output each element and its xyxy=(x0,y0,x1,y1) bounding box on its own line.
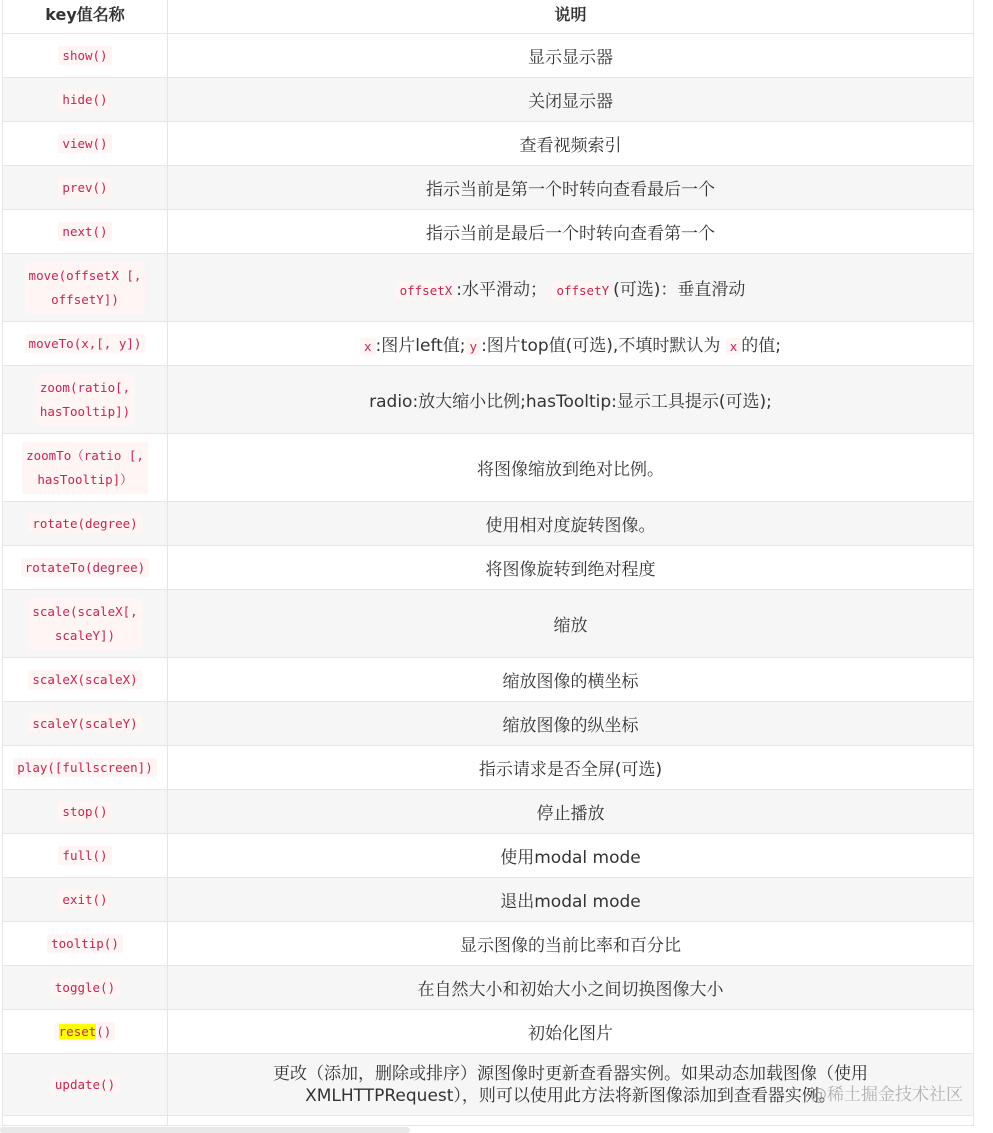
table-row xyxy=(3,322,974,366)
key-cell xyxy=(3,922,168,966)
desc-line: XMLHTTPRequest），则可以使用此方法将新图像添加到查看器实例。 xyxy=(305,1085,836,1106)
method-code-line: hasTooltip]） xyxy=(37,471,133,487)
param-code: y xyxy=(466,338,482,355)
table-row xyxy=(3,702,974,746)
method-code: rotateTo(degree) xyxy=(21,558,149,577)
method-code: stop() xyxy=(58,802,111,821)
param-code: offsetY xyxy=(552,282,613,299)
desc-cell: radio:放大缩小比例;hasTooltip:显示工具提示(可选); xyxy=(168,366,974,434)
table-row xyxy=(3,78,974,122)
table-row-partial xyxy=(3,1116,974,1126)
key-cell xyxy=(3,122,168,166)
desc-cell: 在自然大小和初始大小之间切换图像大小 xyxy=(168,966,974,1010)
method-code-line: scaleY]) xyxy=(54,627,116,643)
key-cell xyxy=(3,434,168,502)
key-cell xyxy=(3,702,168,746)
table-row xyxy=(3,434,974,502)
key-cell xyxy=(3,790,168,834)
method-code-line: zoom(ratio[, xyxy=(39,379,131,395)
method-code xyxy=(22,442,148,494)
desc-cell: 将图像缩放到绝对比例。 xyxy=(168,434,974,502)
desc-cell: 退出modal mode xyxy=(168,878,974,922)
desc-cell: 关闭显示器 xyxy=(168,78,974,122)
desc-cell xyxy=(168,1116,974,1126)
desc-cell: 将图像旋转到绝对程度 xyxy=(168,546,974,590)
table-row xyxy=(3,658,974,702)
key-cell xyxy=(3,322,168,366)
method-code: toggle() xyxy=(51,978,119,997)
table-row xyxy=(3,1010,974,1054)
desc-text: :水平滑动； xyxy=(456,280,548,300)
desc-cell xyxy=(168,254,974,322)
desc-cell: 使用相对度旋转图像。 xyxy=(168,502,974,546)
table-row xyxy=(3,254,974,322)
table-row xyxy=(3,546,974,590)
table-row xyxy=(3,966,974,1010)
desc-cell: 缩放图像的横坐标 xyxy=(168,658,974,702)
method-code: hide() xyxy=(58,90,111,109)
key-cell xyxy=(3,834,168,878)
table-row xyxy=(3,34,974,78)
table-row xyxy=(3,746,974,790)
table-row xyxy=(3,366,974,434)
key-cell xyxy=(3,966,168,1010)
method-code: tooltip() xyxy=(47,934,123,953)
table-row xyxy=(3,166,974,210)
desc-cell: 缩放 xyxy=(168,590,974,658)
key-cell xyxy=(3,1116,168,1126)
header-row xyxy=(3,0,974,34)
table-row xyxy=(3,834,974,878)
table-row xyxy=(3,790,974,834)
method-code xyxy=(25,262,146,314)
method-code-line: zoomTo（ratio [, xyxy=(26,447,144,463)
key-cell xyxy=(3,166,168,210)
key-cell xyxy=(3,1054,168,1116)
method-code: next() xyxy=(58,222,111,241)
method-code: moveTo(x,[, y]) xyxy=(25,334,146,353)
method-code: full() xyxy=(58,846,111,865)
param-code: x xyxy=(360,338,376,355)
header-key: key值名称 xyxy=(3,0,168,34)
method-code: play([fullscreen]) xyxy=(13,758,156,777)
desc-cell: 停止播放 xyxy=(168,790,974,834)
desc-cell xyxy=(168,322,974,366)
desc-cell: 显示显示器 xyxy=(168,34,974,78)
desc-text: (可选)：垂直滑动 xyxy=(613,280,746,300)
key-cell xyxy=(3,746,168,790)
table-row xyxy=(3,502,974,546)
method-code: update() xyxy=(51,1075,119,1094)
key-cell xyxy=(3,366,168,434)
desc-text: :图片top值(可选),不填时默认为 xyxy=(481,336,721,356)
desc-line: 更改（添加，删除或排序）源图像时更新查看器实例。如果动态加载图像（使用 xyxy=(273,1063,868,1084)
method-code-line: move(offsetX [, xyxy=(28,267,142,283)
desc-text: 的值; xyxy=(741,336,781,356)
highlighted-text: reset xyxy=(58,1023,97,1039)
table-row xyxy=(3,922,974,966)
method-code: exit() xyxy=(58,890,111,909)
desc-cell: 使用modal mode xyxy=(168,834,974,878)
desc-cell: 缩放图像的纵坐标 xyxy=(168,702,974,746)
key-cell xyxy=(3,502,168,546)
desc-cell: 查看视频索引 xyxy=(168,122,974,166)
horizontal-scrollbar[interactable] xyxy=(0,1127,410,1133)
desc-cell: 指示当前是第一个时转向查看最后一个 xyxy=(168,166,974,210)
method-code xyxy=(28,598,141,650)
method-code: scaleX(scaleX) xyxy=(28,670,141,689)
desc-cell: 指示请求是否全屏(可选) xyxy=(168,746,974,790)
key-cell xyxy=(3,658,168,702)
desc-cell: 初始化图片 xyxy=(168,1010,974,1054)
table-row xyxy=(3,590,974,658)
key-cell xyxy=(3,1010,168,1054)
method-code-line: hasTooltip]) xyxy=(39,403,131,419)
header-desc: 说明 xyxy=(168,0,974,34)
method-code xyxy=(55,1022,116,1041)
table-row xyxy=(3,210,974,254)
method-code: view() xyxy=(58,134,111,153)
param-code: offsetX xyxy=(396,282,457,299)
method-code: prev() xyxy=(58,178,111,197)
table-row xyxy=(3,878,974,922)
method-code-rest: () xyxy=(96,1023,112,1039)
key-cell xyxy=(3,254,168,322)
key-cell xyxy=(3,546,168,590)
param-code: x xyxy=(726,338,742,355)
desc-cell: 指示当前是最后一个时转向查看第一个 xyxy=(168,210,974,254)
key-cell xyxy=(3,590,168,658)
method-code xyxy=(36,374,134,426)
method-code-line: offsetY]) xyxy=(51,291,119,307)
method-code: rotate(degree) xyxy=(28,514,141,533)
watermark: @稀土掘金技术社区 xyxy=(810,1085,963,1105)
key-cell xyxy=(3,210,168,254)
key-cell xyxy=(3,878,168,922)
method-code-line: scale(scaleX[, xyxy=(32,603,138,619)
key-cell xyxy=(3,34,168,78)
desc-text: :图片left值; xyxy=(375,336,466,356)
table-row xyxy=(3,122,974,166)
key-cell xyxy=(3,78,168,122)
method-code: scaleY(scaleY) xyxy=(28,714,141,733)
desc-cell: 显示图像的当前比率和百分比 xyxy=(168,922,974,966)
api-table xyxy=(2,0,974,1126)
method-code: show() xyxy=(58,46,111,65)
